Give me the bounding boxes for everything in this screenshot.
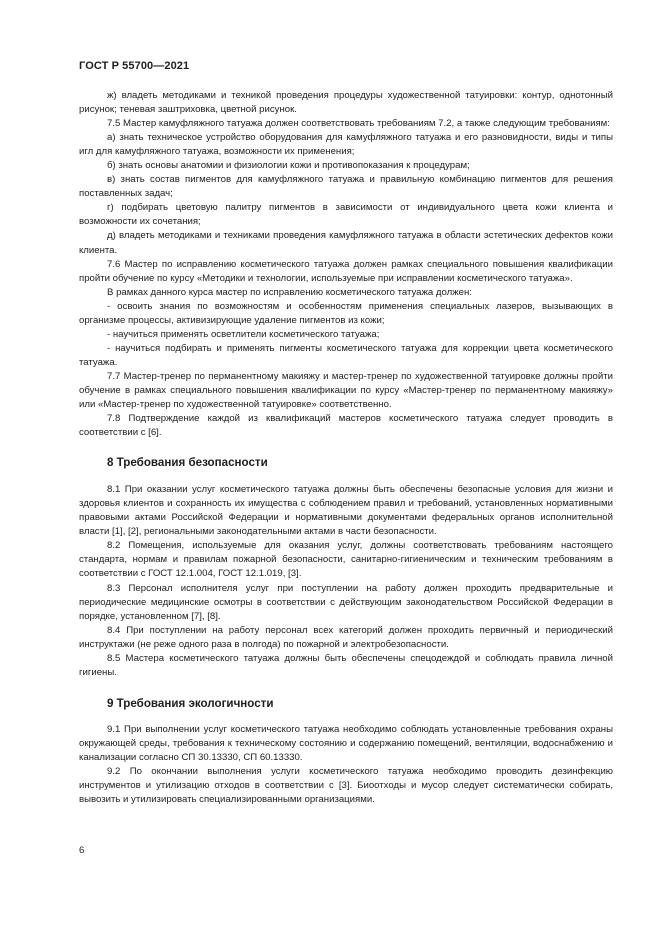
- paragraph: 7.6 Мастер по исправлению косметического татуажа должен рамках специального повышения квалификации пройти обучение по курсу «Методики и технологии, используемые при исправлении косметического татуажа».: [79, 258, 613, 284]
- paragraph: 7.8 Подтверждение каждой из квалификаций мастеров косметического татуажа следует проводить в соответствии с [6].: [79, 413, 613, 439]
- paragraph: - научиться подбирать и применять пигменты косметического татуажа для коррекции цвета косметического татуажа.: [79, 342, 613, 368]
- paragraph: 8.2 Помещения, используемые для оказания услуг, должны соответствовать требованиям настоящего стандарта, нормам и правилам пожарной безопасности, санитарно-гигиеническим и техническим требованиям в соответствии с ГОСТ 12.1.004, ГОСТ 12.1.019, [3].: [79, 540, 613, 580]
- section-heading-ecology: 9 Требования экологичности: [107, 696, 274, 710]
- section-heading-safety: 8 Требования безопасности: [107, 456, 268, 470]
- paragraph: д) владеть методиками и техниками проведения камуфляжного татуажа в области эстетических дефектов кожи клиента.: [79, 230, 613, 256]
- paragraph: - научиться применять осветлители косметического татуажа;: [107, 328, 380, 340]
- paragraph: в) знать состав пигментов для камуфляжного татуажа и правильную комбинацию пигментов для решения поставленных задач;: [79, 174, 613, 200]
- paragraph: 8.1 При оказании услуг косметического татуажа должны быть обеспечены безопасные условия для жизни и здоровья клиентов и сохранность их имущества с соблюдением правил и требований, установленных нормативными правовыми актами Российской Федерации и нормативными документами федеральных органов исполнительной власти [1], [2], региональными законодательными актами в части безопасности.: [79, 484, 613, 538]
- paragraph: 9.2 По окончании выполнения услуги косметического татуажа необходимо проводить дезинфекцию инструментов и утилизацию отходов в соответствии с [3]. Биоотходы и мусор следует систематически собирать, вывозить и утилизировать специализированными организациями.: [79, 765, 613, 806]
- document-body: [79, 89, 613, 807]
- paragraph: а) знать техническое устройство оборудования для камуфляжного татуажа и его разновидности, виды и типы игл для камуфляжного татуажа, возможности их применения;: [79, 132, 613, 158]
- paragraph: В рамках данного курса мастер по исправлению косметического татуажа должен:: [107, 286, 472, 298]
- paragraph: ж) владеть методиками и техникой проведения процедуры художественной татуировки: контур, однотонный рисунок; теневая заштриховка, цветной рисунок.: [79, 90, 613, 116]
- paragraph: 9.1 При выполнении услуг косметического татуажа необходимо соблюдать установленные требования охраны окружающей среды, требования к техническому состоянию и содержанию помещений, вентиляции, водоснабжению и канализации согласно СП 30.13330, СП 60.13330.: [79, 723, 613, 763]
- paragraph: 8.3 Персонал исполнителя услуг при поступлении на работу должен проходить предварительные и периодические медицинские осмотры в соответствии с действующим законодательством Российской Федерации в порядке, установленном [7], [8].: [79, 582, 613, 622]
- paragraph: - освоить знания по возможностям и особенностям применения специальных лазеров, вызывающих в организме процессы, активизирующие удаление пигментов из кожи;: [79, 300, 613, 326]
- paragraph: г) подбирать цветовую палитру пигментов в зависимости от индивидуального цвета кожи клиента и возможности их сочетания;: [79, 202, 613, 228]
- paragraph: б) знать основы анатомии и физиологии кожи и противопоказания к процедурам;: [107, 160, 470, 172]
- paragraph: 8.5 Мастера косметического татуажа должны быть обеспечены спецодеждой и соблюдать правила личной гигиены.: [79, 652, 613, 678]
- paragraph: 7.7 Мастер-тренер по перманентному макияжу и мастер-тренер по художественной татуировке должны пройти обучение в рамках специального повышения квалификации по курсу «Мастер-тренер по перманентному макияжу» или «Мастер-тренер по художественной татуировке» соответственно.: [79, 370, 613, 411]
- document-header: ГОСТ Р 55700—2021: [79, 60, 190, 72]
- paragraph: 8.4 При поступлении на работу персонал всех категорий должен проходить первичный и периодический инструктажи (не реже одного раза в полгода) по пожарной и электробезопасности.: [79, 624, 613, 650]
- paragraph: 7.5 Мастер камуфляжного татуажа должен соответствовать требованиям 7.2, а также следующим требованиям:: [107, 118, 610, 130]
- page-number: 6: [79, 845, 85, 856]
